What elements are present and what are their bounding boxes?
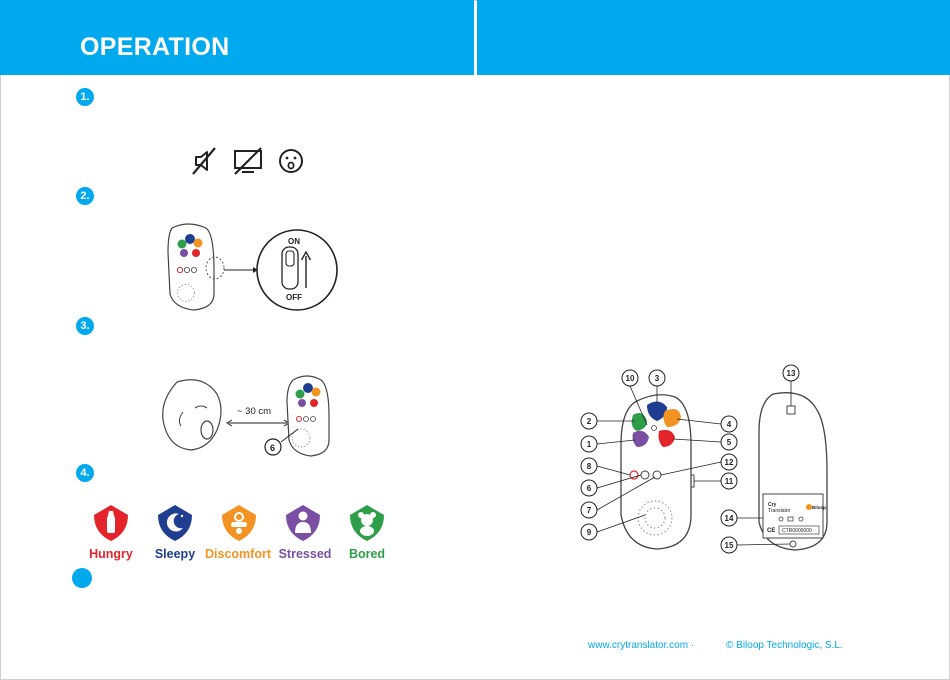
teddy-icon <box>347 503 387 543</box>
cry-label-hungry: Hungry <box>89 547 133 561</box>
step-1-badge: 1. <box>76 88 94 106</box>
switch-on-label: ON <box>288 237 300 246</box>
bottle-icon <box>91 503 131 543</box>
device-front-small <box>168 224 214 310</box>
back-label-translator: Translator <box>768 508 791 514</box>
baby-icon <box>283 503 323 543</box>
distance-illustration <box>155 372 345 462</box>
cry-label-stressed: Stressed <box>278 547 332 561</box>
header-bar-left <box>0 0 474 75</box>
page-title: OPERATION <box>80 33 230 61</box>
distance-label: ~ 30 cm <box>237 406 272 417</box>
cry-label-discomfort: Discomfort <box>205 547 271 561</box>
callout-15: 15 <box>724 541 734 550</box>
callout-14: 14 <box>724 514 734 523</box>
cry-label-bored: Bored <box>348 547 386 561</box>
step-3-badge: 3. <box>76 317 94 335</box>
callout-9: 9 <box>586 528 592 537</box>
device-back-diagram <box>715 362 850 557</box>
callout-8: 8 <box>586 462 592 471</box>
switch-off-label: OFF <box>286 293 302 302</box>
step-4-badge: 4. <box>76 464 94 482</box>
mute-icon <box>190 146 220 176</box>
pacifier-icon <box>219 503 259 543</box>
callout-6b: 6 <box>586 484 592 493</box>
header-bar-right <box>477 0 950 75</box>
callout-5: 5 <box>726 438 732 447</box>
callout-11: 11 <box>724 477 734 486</box>
back-label-serial: CTR0000000 <box>782 528 812 534</box>
footer-website-link[interactable]: www.crytranslator.com · <box>588 640 695 651</box>
footer-copyright: © Biloop Technologic, S.L. <box>726 640 843 651</box>
callout-13: 13 <box>786 369 796 378</box>
back-label-ce: CE <box>767 528 776 534</box>
callout-10: 10 <box>625 374 635 383</box>
callout-4: 4 <box>726 420 732 429</box>
callout-1: 1 <box>586 440 592 449</box>
cry-label-sleepy: Sleepy <box>154 547 196 561</box>
callout-6: 6 <box>270 443 276 453</box>
power-switch-illustration <box>160 222 340 322</box>
callout-12: 12 <box>724 458 734 467</box>
crying-baby-drawing <box>163 380 221 450</box>
device-front-small-2 <box>287 376 329 456</box>
calm-face-icon <box>277 147 305 175</box>
callout-2: 2 <box>586 417 592 426</box>
back-label-brand: Biloop <box>812 505 826 510</box>
callout-7: 7 <box>586 506 592 515</box>
callout-3: 3 <box>654 374 660 383</box>
back-label-cry: Cry <box>768 502 777 508</box>
moon-icon <box>155 503 195 543</box>
step-2-badge: 2. <box>76 187 94 205</box>
step-5-badge <box>72 568 92 588</box>
no-screen-icon <box>232 146 264 176</box>
